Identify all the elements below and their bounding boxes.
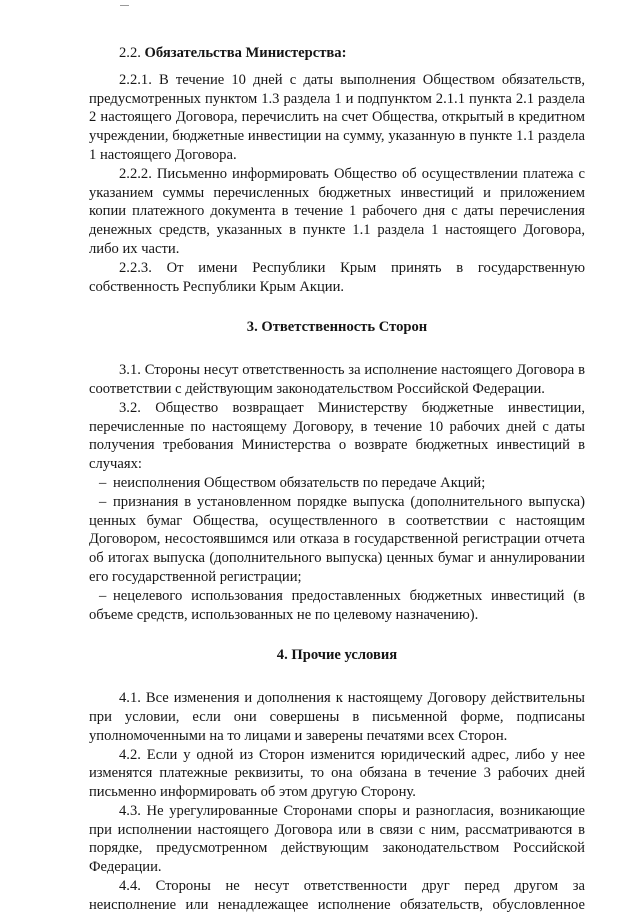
list-item-3-2-2 [89, 493, 585, 587]
list-item-text: неисполнения Обществом обязательств по передаче Акций; [113, 474, 486, 491]
section-3-title: 3. Ответственность Сторон [246, 319, 428, 336]
paragraph-4-2: 4.2. Если у одной из Сторон изменится юридический адрес, либо у нее изменятся платежные реквизиты, то она обязана в течение 3 рабочих дней письменно информировать об этом другую Сторону. [89, 746, 585, 801]
paragraph-2-2-3: 2.2.3. От имени Республики Крым принять в государственную собственность Республики Крым Акции. [89, 259, 585, 295]
dash-marker: – [99, 493, 107, 510]
section-2-2-number: 2.2. [119, 45, 141, 61]
paragraph-3-2: 3.2. Общество возвращает Министерству бюджетные инвестиции, перечисленные по настоящему Договору, в течение 10 рабочих дней с даты получения требования Министерства о возврате бюджетных инвестиций в случаях: [89, 399, 585, 473]
paragraph-2-2-1: 2.2.1. В течение 10 дней с даты выполнения Обществом обязательств, предусмотренных пунктом 1.3 раздела 1 и подпунктом 2.1.1 пункта 2.1 раздела 2 настоящего Договора, перечислить на счет Общества, открытый в кредитном учреждении, бюджетные инвестиции на сумму, указанную в пункте 1.1 раздела 1 настоящего Договора. [89, 71, 585, 163]
list-item-text: признания в установленном порядке выпуска (дополнительного выпуска) ценных бумаг Общества, осуществленного в соответствии с настоящим Договором, несостоявшимся или отказа в государственной регистрации отчета об итогах выпуска (дополнительного выпуска) ценных бумаг и аннулировании его государственной регистрации; [89, 493, 585, 585]
paragraph-4-3: 4.3. Не урегулированные Сторонами споры и разногласия, возникающие при исполнении настоящего Договора или в связи с ним, рассматриваются в порядке, предусмотренном действующим законодательством Российской Федерации. [89, 802, 585, 876]
scan-mark [120, 5, 129, 6]
dash-marker: – [99, 587, 107, 604]
list-item-3-2-1 [89, 474, 585, 493]
document-body [89, 44, 585, 915]
section-4-title: 4. Прочие условия [276, 647, 398, 664]
list-item-3-2-3 [89, 587, 585, 625]
paragraph-2-2-2: 2.2.2. Письменно информировать Общество об осуществлении платежа с указанием суммы перечисленных бюджетных инвестиций и приложением копии платежного документа в течение 1 рабочего дня с даты перечисления денежных средств, указанных в пункте 1.1 раздела 1 настоящего Договора, либо их части. [89, 165, 585, 257]
section-2-2-title: Обязательства Министерства: [144, 45, 347, 61]
paragraph-3-1: 3.1. Стороны несут ответственность за исполнение настоящего Договора в соответствии с действующим законодательством Российской Федерации. [89, 362, 585, 397]
list-item-text: нецелевого использования предоставленных бюджетных инвестиций (в объеме средств, использованных не по целевому назначению). [89, 587, 585, 623]
paragraph-4-4: 4.4. Стороны не несут ответственности друг перед другом за неисполнение или ненадлежащее исполнение обязательств, обусловленное [89, 878, 585, 913]
paragraph-4-1: 4.1. Все изменения и дополнения к настоящему Договору действительны при условии, если они совершены в письменной форме, подписаны уполномоченными на то лицами и заверены печатями всех Сторон. [89, 690, 585, 744]
dash-marker: – [99, 474, 107, 491]
section-2-2-heading [89, 44, 585, 63]
